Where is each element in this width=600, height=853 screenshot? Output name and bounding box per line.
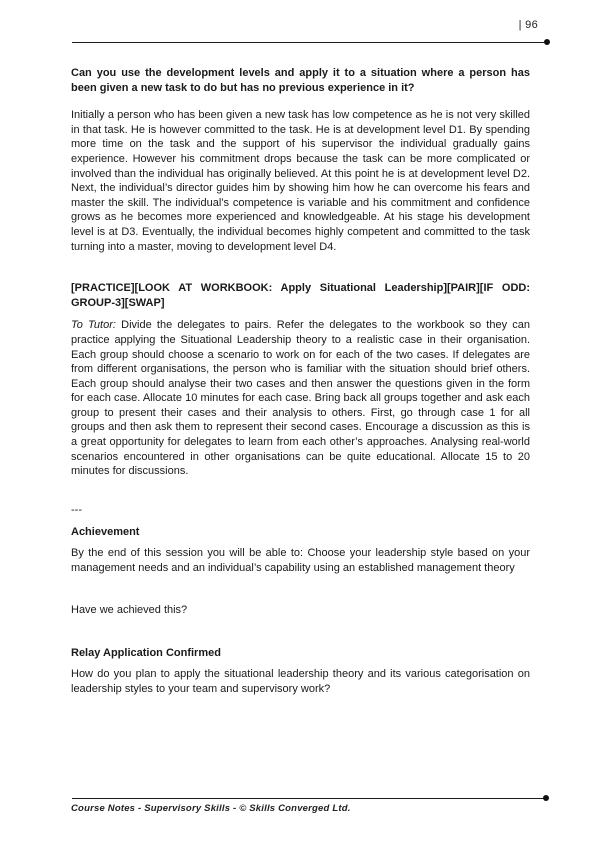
tutor-body: Divide the delegates to pairs. Refer the delegates to the workbook so they can practice applying the Situational Leadership theory to a realistic case in their organisation. Each group should choose a scenario to work on for each of the two cases. If delegates are from different organisations, the person who is familiar with the situation should brief others. Each group should analyse their two cases and then answer the questions given in the form for each case. Allocate 10 minutes for each case. Bring back all groups together and ask each group to present their cases and their analysis to others. First, go through case 1 for all groups and then ask them to represent their second cases. Encourage a discussion as this is a great opportunity for delegates to learn from each other’s approaches. Analysing real-world scenarios encountered in other organisations can be quite educational. Allocate 15 to 20 minutes for discussions. — [71, 319, 531, 478]
relay-heading: Relay Application Confirmed — [71, 646, 221, 659]
tutor-paragraph — [71, 318, 530, 479]
relay-paragraph: How do you plan to apply the situational leadership theory and its various categorisation on leadership styles to your team and supervisory work? — [71, 668, 530, 695]
question-heading: Can you use the development levels and apply it to a situation where a person has been given a new task to do but has no previous experience in it? — [71, 67, 530, 94]
footer-text: Course Notes - Supervisory Skills - © Skills Converged Ltd. — [71, 803, 351, 814]
tutor-lead: To Tutor: — [71, 319, 116, 332]
achievement-heading: Achievement — [71, 526, 140, 539]
page-content — [71, 0, 530, 697]
page-number: | 96 — [518, 19, 538, 31]
header-rule-dot — [544, 39, 550, 45]
section-separator: --- — [71, 503, 82, 516]
achieved-question: Have we achieved this? — [71, 604, 188, 617]
development-paragraph: Initially a person who has been given a new task has low competence as he is not very skilled in that task. He is however committed to the task. He is at development level D1. By spending more time on the task and the support of his supervisor the individual gradually gains experience. However his commitment drops because the task can be more complicated or involved than the individual has originally believed. At this point he is at development level D2. Next, the individual’s director guides him by showing him how he can overcome his fears and master the skill. The individual’s competence is variable and his commitment and confidence grows as he becomes more experienced and knowledgeable. At his stage his development level is at D3. Eventually, the individual becomes highly competent and committed to the task turning into a master, moving to development level D4. — [71, 109, 530, 253]
practice-heading: [PRACTICE][LOOK AT WORKBOOK: Apply Situational Leadership][PAIR][IF ODD: GROUP-3][SWAP] — [71, 282, 530, 309]
achievement-paragraph: By the end of this session you will be able to: Choose your leadership style based on your management needs and an individual’s capability using an established management theory — [71, 547, 530, 574]
footer-rule — [72, 798, 547, 799]
footer-rule-dot — [543, 795, 549, 801]
